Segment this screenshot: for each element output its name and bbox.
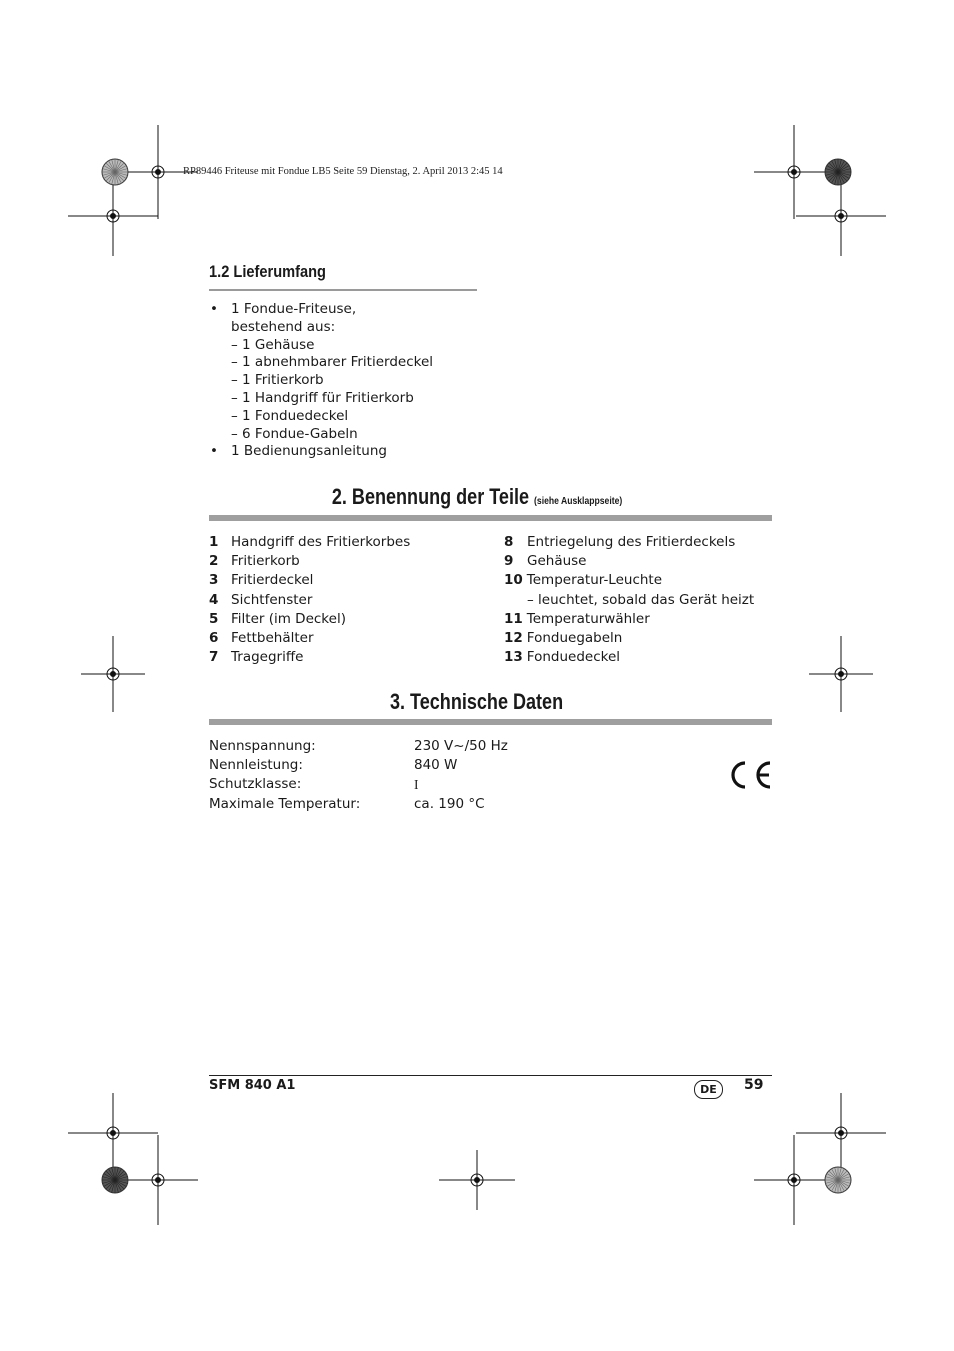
part-item [504, 591, 754, 610]
part-label: Temperatur-Leuchte [526, 572, 663, 589]
list-item [210, 354, 433, 372]
tech-data-table [209, 737, 508, 814]
part-item [209, 648, 410, 667]
print-header: RP89446 Friteuse mit Fondue LB5 Seite 59 Dienstag, 2. April 2013 2:45 14 [183, 166, 503, 177]
section-parts-rule [209, 515, 772, 521]
tech-value: ca. 190 °C [414, 795, 485, 812]
list-item-text: bestehend aus: [231, 318, 336, 335]
list-item-text: 1 Bedienungsanleitung [231, 443, 387, 460]
section-tech-heading [0, 689, 954, 715]
part-number: 12 [504, 630, 523, 647]
part-number: 3 [209, 572, 219, 589]
part-number: 11 [504, 610, 523, 627]
tech-row [209, 775, 508, 794]
part-item [209, 552, 410, 571]
part-label: Filter (im Deckel) [231, 610, 346, 627]
part-number: 9 [504, 553, 514, 570]
footer-rule [209, 1075, 772, 1076]
part-label: Fonduegabeln [526, 630, 623, 647]
part-item [209, 591, 410, 610]
part-item [504, 533, 754, 552]
section-parts-heading [0, 484, 954, 510]
language-badge: DE [694, 1080, 723, 1099]
part-item [209, 629, 410, 648]
list-item [210, 408, 433, 426]
part-item [504, 648, 754, 667]
list-item [210, 372, 433, 390]
part-item [209, 610, 410, 629]
part-item [504, 610, 754, 629]
list-item-text: – 1 Fonduedeckel [231, 407, 349, 424]
list-item-text: – 1 Fritierkorb [231, 372, 324, 389]
part-number: 4 [209, 591, 219, 608]
footer-model: SFM 840 A1 [209, 1078, 296, 1093]
section-tech-rule [209, 719, 772, 725]
part-label: Temperaturwähler [526, 610, 650, 627]
list-item [210, 426, 433, 444]
list-item-text: – 1 abnehmbarer Fritierdeckel [231, 354, 434, 371]
tech-value: I [414, 777, 419, 793]
parts-list-left [209, 533, 410, 667]
part-label: – leuchtet, sobald das Gerät heizt [527, 591, 755, 608]
tech-value: 230 V~/50 Hz [414, 738, 508, 754]
scope-list [210, 301, 433, 461]
tech-row [209, 756, 508, 775]
tech-row [209, 795, 508, 814]
tech-label: Nennspannung: [209, 738, 316, 754]
ce-mark-icon [728, 759, 772, 791]
list-item-text: – 1 Gehäuse [231, 336, 315, 353]
list-item [210, 319, 433, 337]
part-label: Gehäuse [527, 553, 587, 570]
list-item-text: – 6 Fondue-Gabeln [231, 425, 358, 442]
tech-value: 840 W [414, 757, 458, 774]
part-label: Entriegelung des Fritierdeckels [527, 534, 736, 550]
section-scope-title: 1.2 Lieferumfang [209, 262, 327, 281]
list-item [210, 337, 433, 355]
section-scope-rule [209, 289, 477, 291]
part-number: 7 [209, 649, 219, 666]
part-label: Fonduedeckel [526, 649, 621, 666]
part-label: Tragegriffe [231, 649, 304, 666]
bullet-icon: • [210, 443, 218, 460]
part-number: 6 [209, 630, 219, 647]
tech-label: Maximale Temperatur: [209, 795, 361, 812]
page-number: 59 [744, 1077, 764, 1093]
section-parts-note: (siehe Ausklappseite) [533, 495, 623, 507]
part-item [504, 552, 754, 571]
tech-row [209, 737, 508, 756]
parts-list-right [504, 533, 754, 667]
section-tech-title: 3. Technische Daten [390, 689, 564, 714]
part-label: Sichtfenster [231, 591, 313, 608]
part-number: 13 [504, 649, 523, 666]
bullet-icon: • [210, 301, 218, 317]
part-label: Fritierkorb [231, 553, 300, 570]
part-number: 2 [209, 553, 219, 570]
list-item [210, 390, 433, 408]
section-parts-title: 2. Benennung der Teile [331, 484, 529, 509]
part-item [504, 571, 754, 590]
part-number: 1 [209, 534, 219, 550]
part-label: Handgriff des Fritierkorbes [231, 534, 411, 550]
tech-label: Nennleistung: [209, 757, 303, 774]
part-item [209, 571, 410, 590]
part-label: Fettbehälter [231, 630, 314, 647]
tech-label: Schutzklasse: [209, 776, 302, 793]
part-number: 8 [504, 534, 514, 550]
list-item-text: – 1 Handgriff für Fritierkorb [231, 389, 414, 406]
list-item [210, 301, 433, 319]
part-number [504, 591, 527, 610]
part-number: 10 [504, 572, 523, 589]
part-number: 5 [209, 610, 219, 627]
part-label: Fritierdeckel [231, 572, 314, 589]
list-item [210, 443, 433, 461]
list-item-text: 1 Fondue-Friteuse, [231, 301, 357, 317]
part-item [209, 533, 410, 552]
part-item [504, 629, 754, 648]
